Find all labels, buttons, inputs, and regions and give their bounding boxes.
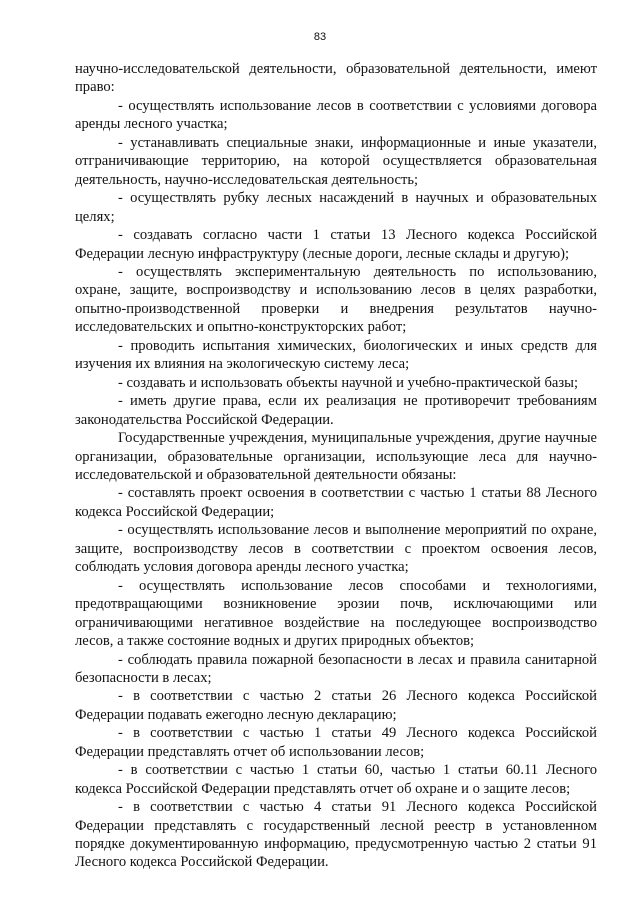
paragraph: - создавать согласно части 1 статьи 13 Лесного кодекса Российской Федерации лесную инфраструктуру (лесные дороги, лесные склады и другую);: [75, 227, 597, 262]
paragraph: - осуществлять экспериментальную деятельность по использованию, охране, защите, воспроизводству и использованию лесов в целях разработки, опытно-производственной проверки и внедрения результатов научно-исследовательских и опытно-конструкторских работ;: [75, 263, 597, 336]
paragraph: научно-исследовательской деятельности, образовательной деятельности, имеют право:: [75, 61, 597, 96]
paragraph: - проводить испытания химических, биологических и иных средств для изучения их влияния на экологическую систему леса;: [75, 337, 597, 373]
paragraph: - в соответствии с частью 2 статьи 26 Лесного кодекса Российской Федерации подавать ежегодно лесную декларацию;: [75, 688, 597, 723]
paragraph: - в соответствии с частью 4 статьи 91 Лесного кодекса Российской Федерации представлять с государственный лесной реестр в установленном порядке документированную информацию, предусмотренную частью 2 статьи 91 Лесного кодекса Российской Федерации.: [75, 799, 597, 871]
paragraph: - осуществлять использование лесов и выполнение мероприятий по охране, защите, воспроизводству лесов в соответствии с проектом освоения лесов, соблюдать условия договора аренды лесного участка;: [75, 522, 597, 576]
paragraph: - осуществлять использование лесов способами и технологиями, предотвращающими возникновение эрозии почв, исключающими или ограничивающими негативное воздействие на последующее воспроизводство лесов, а также состояние водных и других природных объектов;: [75, 577, 597, 650]
paragraph: - устанавливать специальные знаки, информационные и иные указатели, отграничивающие территорию, на которой осуществляется образовательная деятельность, научно-исследовательская деятельность;: [75, 134, 597, 188]
page-number: 83: [313, 31, 327, 43]
paragraph: - составлять проект освоения в соответствии с частью 1 статьи 88 Лесного кодекса Российской Федерации;: [75, 485, 597, 520]
paragraph: - в соответствии с частью 1 статьи 60, частью 1 статьи 60.11 Лесного кодекса Российской Федерации представлять отчет об охране и о защите лесов;: [75, 762, 597, 797]
paragraph: - соблюдать правила пожарной безопасности в лесах и правила санитарной безопасности в лесах;: [75, 651, 597, 686]
paragraph: - создавать и использовать объекты научной и учебно-практической базы;: [118, 374, 579, 391]
paragraph: - в соответствии с частью 1 статьи 49 Лесного кодекса Российской Федерации представлять отчет об использовании лесов;: [75, 725, 597, 760]
paragraph: - осуществлять рубку лесных насаждений в научных и образовательных целях;: [75, 190, 597, 225]
paragraph: Государственные учреждения, муниципальные учреждения, другие научные организации, образовательные организации, использующие леса для научно-исследовательской и образовательной деятельности обязаны:: [75, 430, 597, 483]
document-body: [75, 60, 597, 872]
paragraph: - осуществлять использование лесов в соответствии с условиями договора аренды лесного участка;: [75, 97, 597, 133]
paragraph: - иметь другие права, если их реализация не противоречит требованиям законодательства Российской Федерации.: [75, 393, 597, 428]
